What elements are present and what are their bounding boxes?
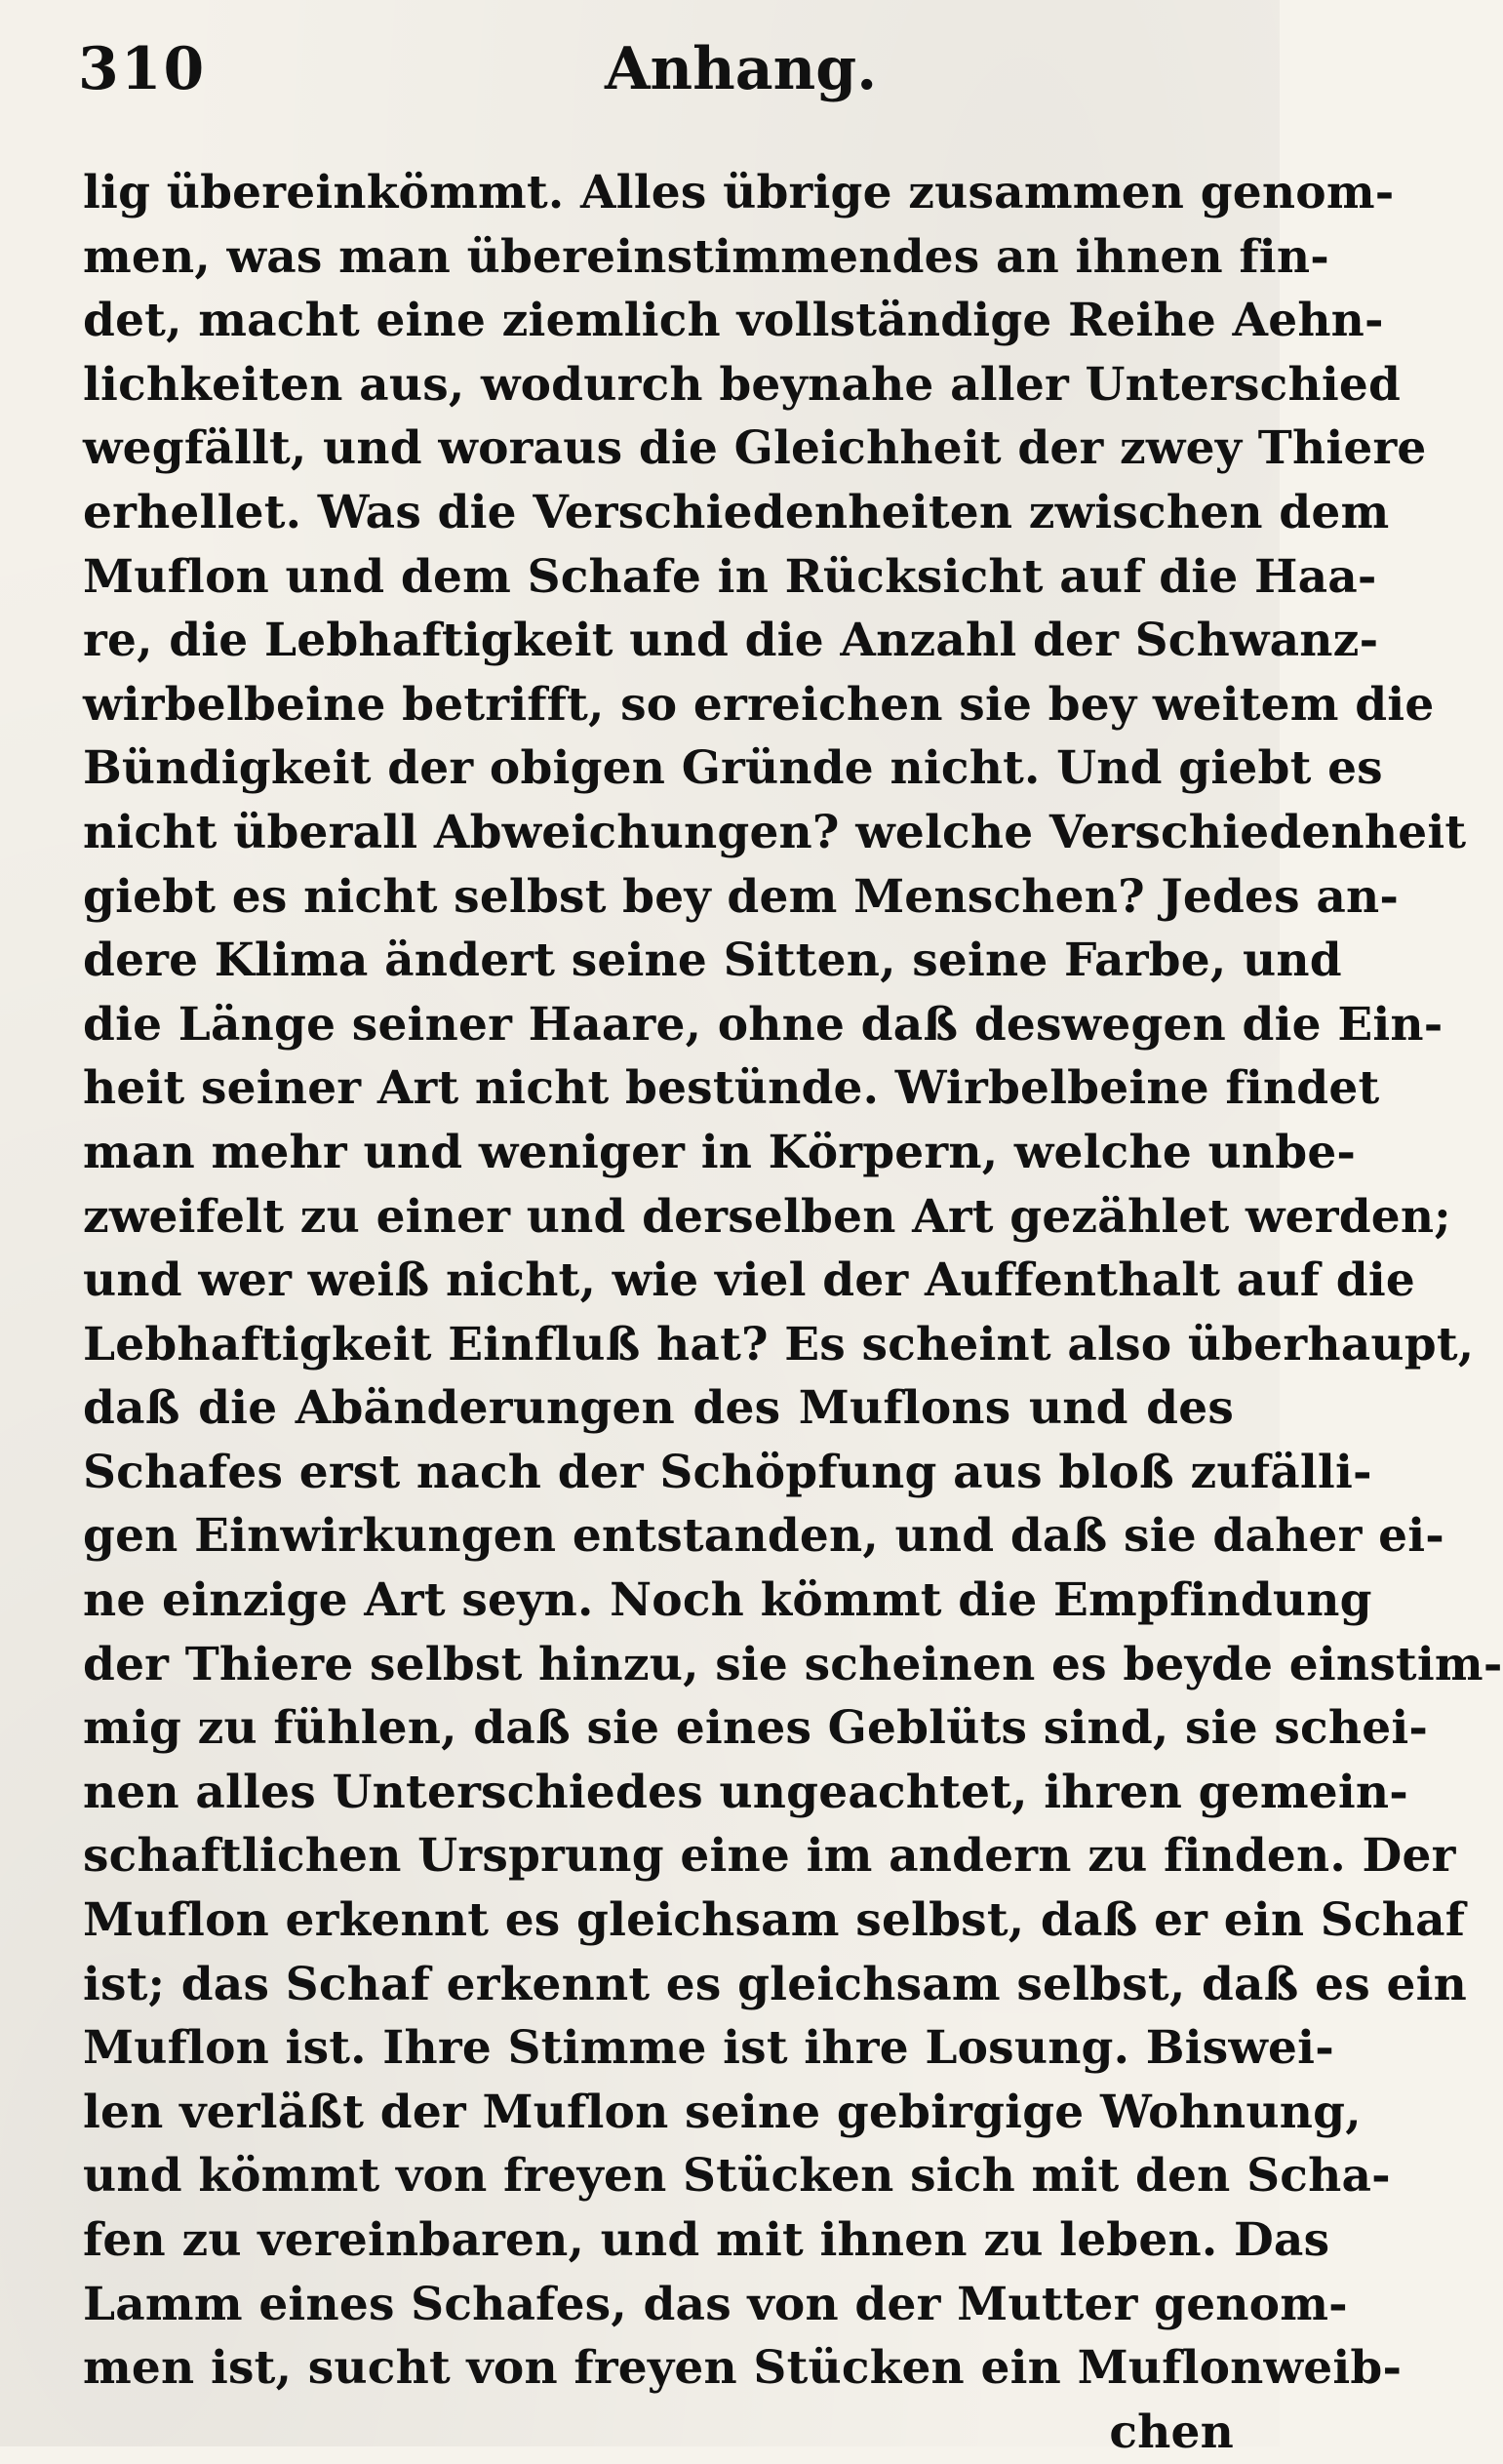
text-line: mig zu fühlen, daß sie eines Geblüts sind, sie schei- <box>83 1701 1429 1756</box>
text-line: Lebhaftigkeit Einfluß hat? Es scheint also überhaupt, <box>83 1317 1475 1371</box>
text-line: zweifelt zu einer und derselben Art gezählet werden; <box>83 1189 1451 1244</box>
text-line: Lamm eines Schafes, das von der Mutter genom- <box>83 2277 1348 2331</box>
text-line: fen zu vereinbaren, und mit ihnen zu leben. Das <box>83 2213 1330 2267</box>
text-line: die Länge seiner Haare, ohne daß deswegen die Ein- <box>83 997 1444 1052</box>
page-header <box>78 29 1229 117</box>
text-line: dere Klima ändert seine Sitten, seine Farbe, und <box>83 934 1342 988</box>
text-line: Bündigkeit der obigen Gründe nicht. Und giebt es <box>83 741 1383 796</box>
text-line: Schafes erst nach der Schöpfung aus bloß zufälli- <box>83 1445 1372 1499</box>
text-line: ist; das Schaf erkennt es gleichsam selbst, daß es ein <box>83 1957 1468 2011</box>
text-line: men, was man übereinstimmendes an ihnen fin- <box>83 229 1329 284</box>
text-line: ne einzige Art seyn. Noch kömmt die Empfindung <box>83 1573 1372 1628</box>
text-line: wirbelbeine betrifft, so erreichen sie bey weitem die <box>83 677 1435 732</box>
text-line: len verläßt der Muflon seine gebirgige Wohnung, <box>83 2085 1362 2139</box>
text-line: wegfällt, und woraus die Gleichheit der zwey Thiere <box>83 421 1427 476</box>
text-line: giebt es nicht selbst bey dem Menschen? Jedes an- <box>83 869 1400 924</box>
text-line: re, die Lebhaftigkeit und die Anzahl der Schwanz- <box>83 614 1379 668</box>
text-line: und wer weiß nicht, wie viel der Auffenthalt auf die <box>83 1253 1415 1308</box>
text-line: Muflon und dem Schafe in Rücksicht auf die Haa- <box>83 549 1377 604</box>
text-line: nen alles Unterschiedes ungeachtet, ihren gemein- <box>83 1765 1408 1819</box>
body-text <box>83 161 1503 2464</box>
text-line: heit seiner Art nicht bestünde. Wirbelbeine findet <box>83 1061 1380 1116</box>
page-number: 310 <box>78 35 207 103</box>
text-line: lichkeiten aus, wodurch beynahe aller Unterschied <box>83 357 1402 412</box>
text-line: schaftlichen Ursprung eine im andern zu finden. Der <box>83 1829 1456 1884</box>
text-line: Muflon ist. Ihre Stimme ist ihre Losung. Biswei- <box>83 2021 1334 2076</box>
text-line: man mehr und weniger in Körpern, welche unbe- <box>83 1125 1357 1179</box>
text-line: erhellet. Was die Verschiedenheiten zwischen dem <box>83 485 1390 539</box>
running-head: Anhang. <box>605 35 878 103</box>
text-line: der Thiere selbst hinzu, sie scheinen es beyde einstim- <box>83 1637 1503 1691</box>
text-line: gen Einwirkungen entstanden, und daß sie daher ei- <box>83 1509 1444 1564</box>
text-line: men ist, sucht von freyen Stücken ein Muflonweib- <box>83 2341 1403 2396</box>
text-line: Muflon erkennt es gleichsam selbst, daß er ein Schaf <box>83 1893 1466 1948</box>
text-line: daß die Abänderungen des Muflons und des <box>83 1381 1234 1436</box>
text-line: det, macht eine ziemlich vollständige Reihe Aehn- <box>83 294 1384 348</box>
catchword: chen <box>1109 2404 1234 2459</box>
text-line: und kömmt von freyen Stücken sich mit den Scha- <box>83 2149 1391 2204</box>
text-line: nicht überall Abweichungen? welche Verschiedenheit <box>83 805 1467 859</box>
text-line: lig übereinkömmt. Alles übrige zusammen genom- <box>83 166 1395 219</box>
